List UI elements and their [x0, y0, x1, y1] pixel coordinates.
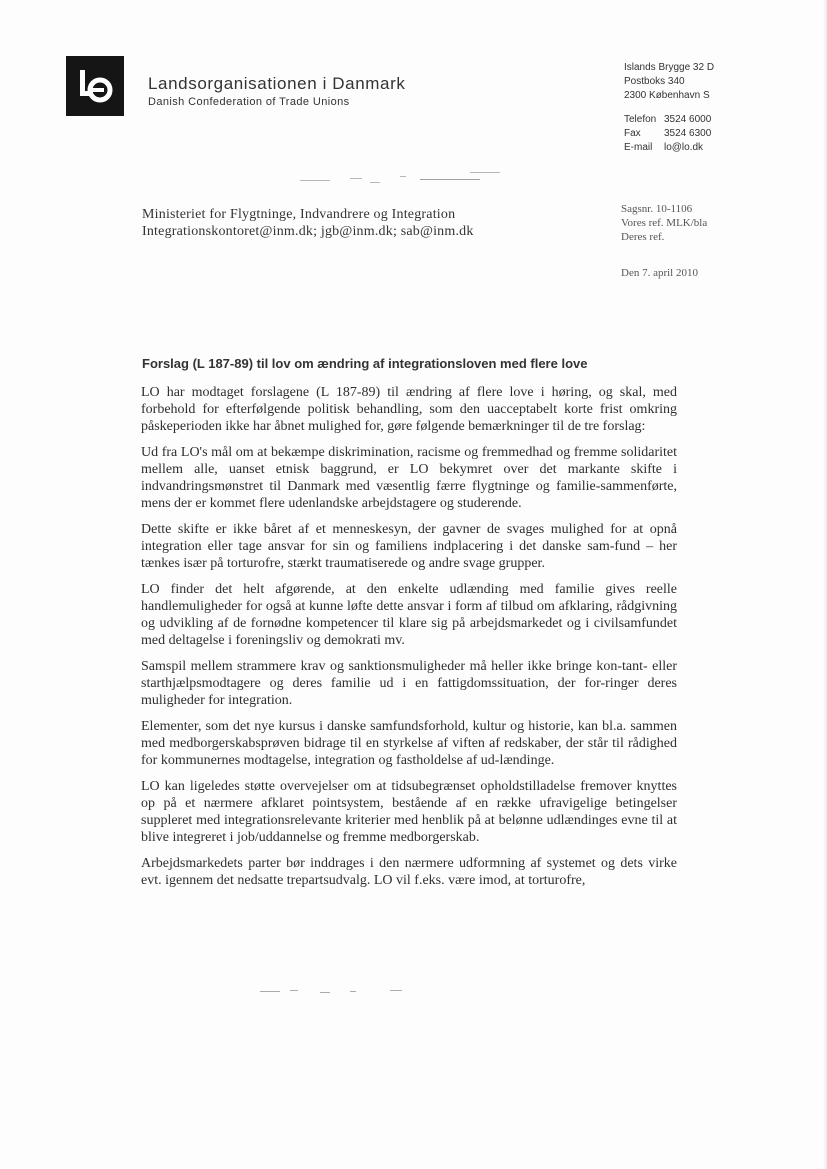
body-paragraph: LO finder det helt afgørende, at den enkelte udlænding med familie gives reelle handlemuligheder for også at kunne løfte dette ansvar i form af tilbud om afklaring, rådgivning og udvikling af de fornødne kompetencer til klare sig på arbejdsmarkedet og i civilsamfundet med deltagelse i foreningsliv og demokrati mv.	[141, 582, 677, 648]
your-reference: Deres ref.	[621, 231, 665, 243]
body-paragraph: Ud fra LO's mål om at bekæmpe diskrimination, racisme og fremmedhad og fremme solidaritet mellem alle, uanset etnisk baggrund, er LO bekymret over det markante skifte i indvandringsmønstret til Danmark med væsentlig færre flygtninge og familie-sammenførte, mens der er kommet flere udenlandske arbejdstagere og studerende.	[141, 445, 677, 511]
contact-label: E-mail	[624, 142, 653, 153]
contact-fax	[624, 127, 714, 141]
org-name: Landsorganisationen i Danmark	[148, 74, 406, 93]
letter-date: Den 7. april 2010	[621, 267, 698, 279]
scan-artifact	[300, 170, 520, 186]
contact-value: lo@lo.dk	[664, 142, 704, 153]
letter-subject: Forslag (L 187-89) til lov om ændring af integrationsloven med flere love	[142, 356, 588, 371]
contact-email	[624, 141, 714, 155]
contact-label: Fax	[624, 128, 641, 139]
scan-edge	[823, 0, 827, 1169]
contact-value: 3524 6000	[664, 114, 712, 125]
body-paragraph: Arbejdsmarkedets parter bør inddrages i den nærmere udformning af systemet og dets virke evt. igennem det nedsatte trepartsudvalg. LO vil f.eks. være imod, at torturofre,	[141, 856, 677, 888]
lo-logo-icon	[66, 56, 124, 116]
body-paragraph: Elementer, som det nye kursus i danske samfundsforhold, kultur og historie, kan bl.a. sammen med medborgerskabsprøven bidrage til en styrkelse af viften af redskaber, der står til rådighed for kommunernes modtagelse, integration og fastholdelse af ud-lændinge.	[141, 719, 677, 768]
sender-address-line: Islands Brygge 32 D	[624, 62, 715, 73]
organisation-header	[148, 74, 405, 108]
body-paragraph: LO har modtaget forslagene (L 187-89) til ændring af flere love i høring, og skal, med forbehold for efterfølgende politisk behandling, som den uacceptabelt korte frist omkring påskeperioden ikke har åbnet mulighed for, gøre følgende bemærkninger til de tre forslag:	[141, 385, 677, 434]
recipient-block	[142, 206, 474, 240]
sender-address-line: 2300 København S	[624, 90, 710, 101]
contact-value: 3524 6300	[664, 128, 712, 139]
reference-block	[621, 202, 707, 244]
recipient-emails: Integrationskontoret@inm.dk; jgb@inm.dk; sab@inm.dk	[142, 224, 474, 239]
contact-phone	[624, 113, 714, 127]
org-subtitle: Danish Confederation of Trade Unions	[148, 96, 350, 108]
contact-label: Telefon	[624, 114, 657, 125]
recipient-name: Ministeriet for Flygtninge, Indvandrere og Integration	[142, 207, 456, 222]
letter-body	[141, 384, 677, 898]
body-paragraph: LO kan ligeledes støtte overvejelser om at tidsubegrænset opholdstilladelse fremover knyttes op på et nærmere afklaret pointsystem, bestående af en række ufravigelige betingelser suppleret med integrationsrelevante kriterier med henblik på at belønne udlændinges evne til at blive integreret i job/uddannelse og fremme medborgerskab.	[141, 779, 677, 845]
body-paragraph: Samspil mellem strammere krav og sanktionsmuligheder må heller ikke bringe kon-tant- eller starthjælpsmodtagere og deres familie ud i en fattigdomssituation, der for-ringer deres muligheder for integration.	[141, 659, 677, 708]
scan-artifact	[260, 990, 410, 994]
case-number: Sagsnr. 10-1106	[621, 203, 693, 215]
our-reference: Vores ref. MLK/bla	[621, 217, 708, 229]
body-paragraph: Dette skifte er ikke båret af et menneskesyn, der gavner de svages mulighed for at opnå integration eller tage ansvar for sin og familiens indplacering i det danske sam-fund – her tænkes især på torturofre, stærkt traumatiserede og andre svage grupper.	[141, 522, 677, 571]
sender-address-line: Postboks 340	[624, 76, 685, 87]
sender-address-block	[624, 61, 714, 155]
